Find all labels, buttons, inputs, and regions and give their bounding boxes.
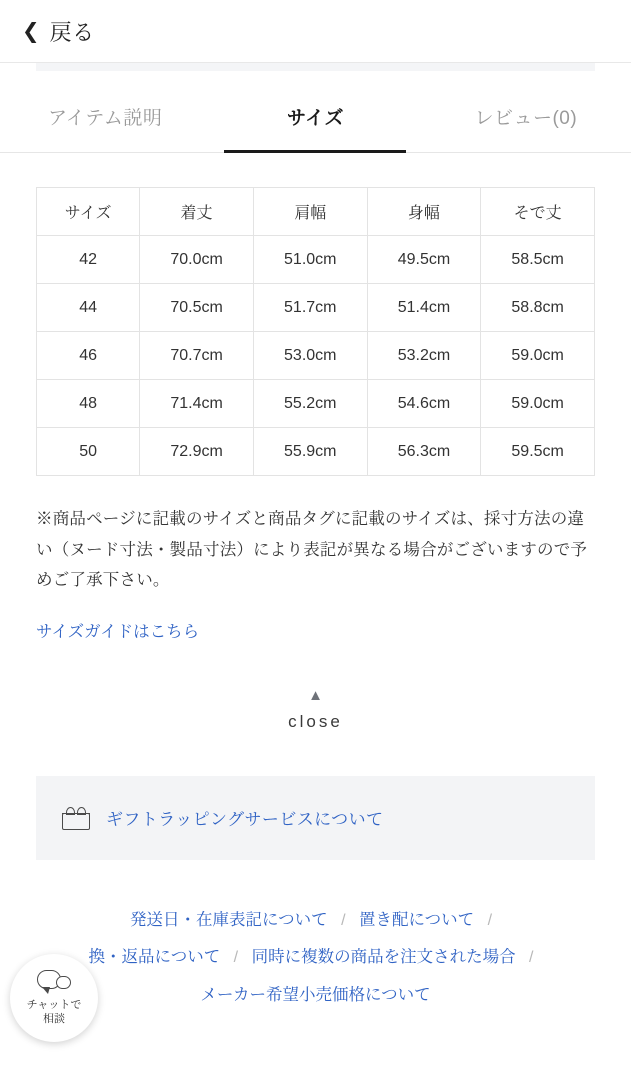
gift-icon	[62, 806, 90, 830]
chat-widget-label	[27, 998, 82, 1027]
size-note-text: ※商品ページに記載のサイズと商品タグに記載のサイズは、採寸方法の違い（ヌード寸法・製品寸法）により表記が異なる場合がございますので予めご了承下さい。	[36, 510, 588, 590]
tab-reviews[interactable]	[421, 81, 631, 152]
link-separator: /	[487, 911, 493, 929]
chevron-left-icon: ❮	[22, 19, 40, 43]
table-cell: 55.2cm	[253, 380, 367, 428]
table-cell: 53.0cm	[253, 332, 367, 380]
table-cell: 51.4cm	[367, 284, 481, 332]
footer-link-msrp[interactable]: メーカー希望小売価格について	[200, 986, 431, 1005]
table-cell: 70.5cm	[140, 284, 254, 332]
table-cell: 70.0cm	[140, 236, 254, 284]
close-section-button[interactable]	[0, 688, 631, 732]
panel-edge	[36, 63, 595, 71]
content-strip-above-tabs	[0, 63, 631, 81]
gift-wrapping-banner[interactable]	[36, 776, 595, 860]
close-label: close	[288, 711, 343, 731]
table-cell: 46	[37, 332, 140, 380]
chat-widget-label-line2: 相談	[42, 1013, 65, 1025]
back-button-label: 戻る	[49, 19, 95, 45]
page-header	[0, 0, 631, 63]
chat-widget-label-line1: チャットで	[26, 998, 82, 1011]
back-button[interactable]	[22, 16, 95, 47]
size-table-container	[0, 153, 631, 476]
table-cell: 71.4cm	[140, 380, 254, 428]
table-header-cell: 着丈	[140, 188, 254, 236]
table-header-cell: 肩幅	[253, 188, 367, 236]
table-cell: 48	[37, 380, 140, 428]
table-cell: 72.9cm	[140, 428, 254, 476]
table-cell: 53.2cm	[367, 332, 481, 380]
footer-link-returns[interactable]: 換・返品について	[88, 948, 221, 967]
table-cell: 58.5cm	[481, 236, 595, 284]
table-row	[37, 428, 595, 476]
table-cell: 70.7cm	[140, 332, 254, 380]
table-cell: 59.0cm	[481, 332, 595, 380]
link-separator: /	[341, 911, 346, 929]
link-separator: /	[529, 949, 534, 967]
table-cell: 44	[37, 284, 140, 332]
chat-bubble-icon	[37, 970, 71, 996]
size-table	[36, 187, 595, 476]
tab-size[interactable]	[210, 81, 420, 152]
tab-item-description-label: アイテム説明	[47, 108, 163, 129]
table-cell: 51.0cm	[253, 236, 367, 284]
table-cell: 51.7cm	[253, 284, 367, 332]
table-row	[37, 332, 595, 380]
tab-size-label: サイズ	[287, 108, 344, 129]
table-cell: 58.8cm	[481, 284, 595, 332]
table-header-cell: サイズ	[37, 188, 140, 236]
table-row	[37, 284, 595, 332]
footer-link-okihai[interactable]: 置き配について	[358, 910, 475, 929]
tab-item-description[interactable]	[0, 81, 210, 152]
table-header-row	[37, 188, 595, 236]
table-header-cell: そで丈	[481, 188, 595, 236]
table-cell: 50	[37, 428, 140, 476]
chat-widget-button[interactable]	[10, 954, 98, 1042]
link-separator: /	[233, 949, 239, 967]
table-cell: 59.0cm	[481, 380, 595, 428]
product-detail-tabs	[0, 81, 631, 153]
table-row	[37, 236, 595, 284]
tab-reviews-label: レビュー(0)	[474, 108, 578, 129]
table-cell: 49.5cm	[367, 236, 481, 284]
triangle-up-icon: ▲	[308, 686, 323, 704]
table-row	[37, 380, 595, 428]
footer-link-shipping[interactable]: 発送日・在庫表記について	[129, 910, 328, 929]
gift-wrapping-label: ギフトラッピングサービスについて	[106, 810, 384, 830]
table-header-cell: 身幅	[367, 188, 481, 236]
table-cell: 59.5cm	[481, 428, 595, 476]
table-cell: 56.3cm	[367, 428, 481, 476]
table-cell: 54.6cm	[367, 380, 481, 428]
table-cell: 42	[37, 236, 140, 284]
size-guide-link[interactable]: サイズガイドはこちら	[36, 622, 200, 641]
footer-link-multiple-orders[interactable]: 同時に複数の商品を注文された場合	[251, 948, 516, 967]
table-cell: 55.9cm	[253, 428, 367, 476]
